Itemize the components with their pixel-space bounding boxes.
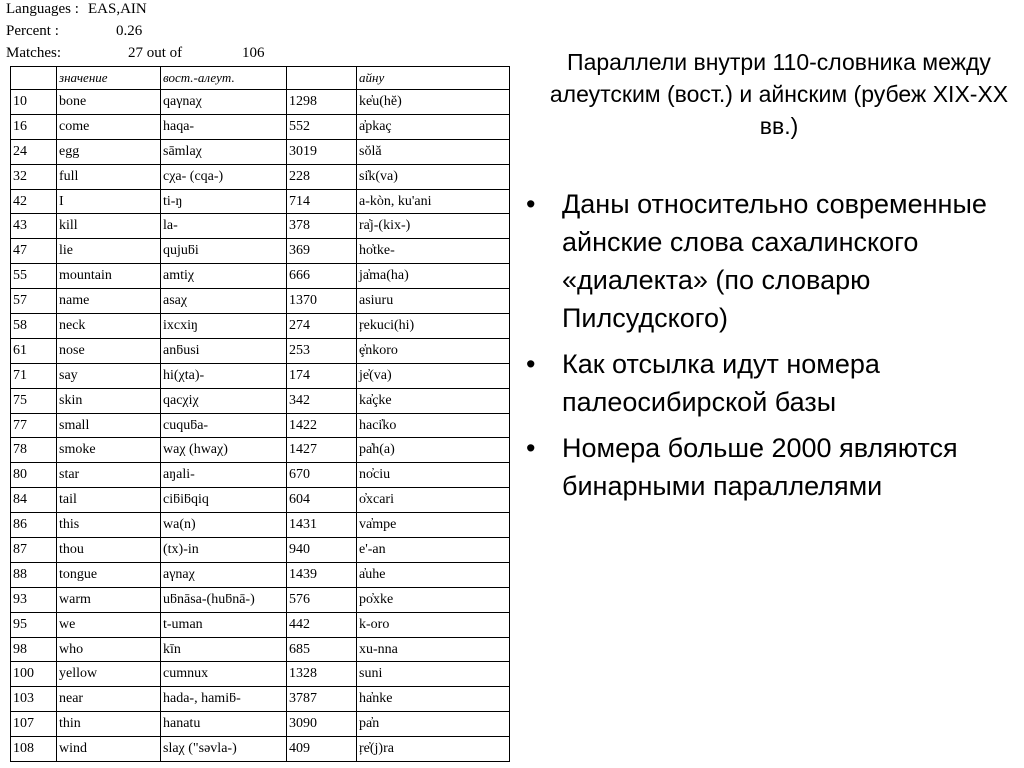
row-number-cell: 75	[11, 388, 57, 413]
bullet-item	[524, 429, 1014, 505]
table-row	[11, 712, 510, 737]
meaning-cell: I	[57, 189, 161, 214]
aleut-word-cell: ixcxiŋ	[161, 314, 287, 339]
table-row	[11, 463, 510, 488]
meaning-cell: tail	[57, 488, 161, 513]
ainu-word-cell: va̓mpe	[357, 513, 510, 538]
ainu-word-cell: xu-nna	[357, 637, 510, 662]
meaning-cell: lie	[57, 239, 161, 264]
base-number-cell: 3787	[287, 687, 357, 712]
bullet-text: Как отсылка идут номера палеосибирской базы	[562, 349, 880, 417]
meaning-cell: say	[57, 363, 161, 388]
ainu-word-cell: ra̓j-(kix-)	[357, 214, 510, 239]
base-number-cell: 378	[287, 214, 357, 239]
bullet-item	[524, 185, 1014, 337]
aleut-word-cell: haqa-	[161, 114, 287, 139]
row-number-cell: 107	[11, 712, 57, 737]
aleut-word-cell: anƃusi	[161, 338, 287, 363]
row-number-cell: 47	[11, 239, 57, 264]
table-row	[11, 164, 510, 189]
base-number-cell: 685	[287, 637, 357, 662]
aleut-word-cell: ciƃiƃqiq	[161, 488, 287, 513]
base-number-cell: 1370	[287, 289, 357, 314]
ainu-word-cell: ŗe̓(j)ra	[357, 737, 510, 762]
row-number-cell: 42	[11, 189, 57, 214]
ainu-word-cell: haci̓ko	[357, 413, 510, 438]
meaning-cell: full	[57, 164, 161, 189]
row-number-cell: 10	[11, 90, 57, 115]
aleut-word-cell: qacχiχ	[161, 388, 287, 413]
table-row	[11, 189, 510, 214]
ainu-word-cell: pa̓n	[357, 712, 510, 737]
header-cell	[11, 67, 57, 90]
aleut-word-cell: aγnaχ	[161, 562, 287, 587]
meaning-cell: wind	[57, 737, 161, 762]
meaning-cell: neck	[57, 314, 161, 339]
row-number-cell: 80	[11, 463, 57, 488]
base-number-cell: 1431	[287, 513, 357, 538]
aleut-word-cell: cumnux	[161, 662, 287, 687]
ainu-word-cell: a̓pkaç	[357, 114, 510, 139]
header-cell-east-aleut: вост.-алеут.	[161, 67, 287, 90]
row-number-cell: 16	[11, 114, 57, 139]
percent-line	[6, 22, 306, 40]
header-cell	[287, 67, 357, 90]
ainu-word-cell: si̓k(va)	[357, 164, 510, 189]
table-row	[11, 737, 510, 762]
meaning-cell: small	[57, 413, 161, 438]
bullet-text: Даны относительно современные айнские слова сахалинского «диалекта» (по словарю Пилсудского)	[562, 189, 987, 333]
row-number-cell: 93	[11, 587, 57, 612]
percent-label: Percent :	[6, 23, 59, 39]
meaning-cell: yellow	[57, 662, 161, 687]
row-number-cell: 43	[11, 214, 57, 239]
aleut-word-cell: uƃnāsa-(huƃnā-)	[161, 587, 287, 612]
ainu-word-cell: asiuru	[357, 289, 510, 314]
base-number-cell: 253	[287, 338, 357, 363]
table-header-row	[11, 67, 510, 90]
ainu-word-cell: pa̓h(a)	[357, 438, 510, 463]
aleut-word-cell: waχ (hwaχ)	[161, 438, 287, 463]
row-number-cell: 87	[11, 538, 57, 563]
row-number-cell: 100	[11, 662, 57, 687]
aleut-word-cell: hanatu	[161, 712, 287, 737]
aleut-word-cell: (tx)-in	[161, 538, 287, 563]
base-number-cell: 1422	[287, 413, 357, 438]
matches-label: Matches:	[6, 45, 61, 61]
aleut-word-cell: la-	[161, 214, 287, 239]
table-row	[11, 687, 510, 712]
ainu-word-cell: po̓xke	[357, 587, 510, 612]
matches-total: 106	[242, 45, 265, 61]
bullet-dot: •	[526, 433, 536, 463]
ainu-word-cell: ha̓nke	[357, 687, 510, 712]
meaning-cell: near	[57, 687, 161, 712]
row-number-cell: 77	[11, 413, 57, 438]
base-number-cell: 1439	[287, 562, 357, 587]
meaning-cell: nose	[57, 338, 161, 363]
ainu-word-cell: ŗekuci(hi)	[357, 314, 510, 339]
meaning-cell: who	[57, 637, 161, 662]
table-row	[11, 538, 510, 563]
meaning-cell: tongue	[57, 562, 161, 587]
base-number-cell: 666	[287, 264, 357, 289]
meaning-cell: star	[57, 463, 161, 488]
base-number-cell: 369	[287, 239, 357, 264]
meaning-cell: we	[57, 612, 161, 637]
table-row	[11, 139, 510, 164]
aleut-word-cell: amtiχ	[161, 264, 287, 289]
meaning-cell: come	[57, 114, 161, 139]
row-number-cell: 57	[11, 289, 57, 314]
table-row	[11, 662, 510, 687]
aleut-word-cell: sāmlaχ	[161, 139, 287, 164]
row-number-cell: 108	[11, 737, 57, 762]
base-number-cell: 274	[287, 314, 357, 339]
row-number-cell: 55	[11, 264, 57, 289]
languages-value: EAS,AIN	[88, 1, 147, 17]
base-number-cell: 940	[287, 538, 357, 563]
aleut-word-cell: aŋali-	[161, 463, 287, 488]
meaning-cell: bone	[57, 90, 161, 115]
slide-title: Параллели внутри 110-словника между алеутским (вост.) и айнским (рубеж XIX-XX вв.)	[549, 49, 1009, 139]
ainu-word-cell: a̓uhe	[357, 562, 510, 587]
base-number-cell: 442	[287, 612, 357, 637]
ainu-word-cell: a-kòn, ku'ani	[357, 189, 510, 214]
meta-block	[6, 0, 306, 66]
table-row	[11, 438, 510, 463]
base-number-cell: 714	[287, 189, 357, 214]
row-number-cell: 24	[11, 139, 57, 164]
aleut-word-cell: wa(n)	[161, 513, 287, 538]
table-row	[11, 239, 510, 264]
row-number-cell: 61	[11, 338, 57, 363]
table-row	[11, 214, 510, 239]
ainu-word-cell: o̓xcari	[357, 488, 510, 513]
base-number-cell: 3019	[287, 139, 357, 164]
row-number-cell: 88	[11, 562, 57, 587]
table-row	[11, 289, 510, 314]
bullet-text: Номера больше 2000 являются бинарными параллелями	[562, 433, 958, 501]
base-number-cell: 604	[287, 488, 357, 513]
base-number-cell: 1328	[287, 662, 357, 687]
base-number-cell: 174	[287, 363, 357, 388]
base-number-cell: 1298	[287, 90, 357, 115]
row-number-cell: 78	[11, 438, 57, 463]
ainu-word-cell: suni	[357, 662, 510, 687]
bullet-item	[524, 345, 1014, 421]
base-number-cell: 409	[287, 737, 357, 762]
aleut-word-cell: qaγnaχ	[161, 90, 287, 115]
table-row	[11, 314, 510, 339]
ainu-word-cell: no̓ciu	[357, 463, 510, 488]
languages-line	[6, 0, 306, 18]
ainu-word-cell: ȩ̓nkoro	[357, 338, 510, 363]
base-number-cell: 342	[287, 388, 357, 413]
bullet-dot: •	[526, 189, 536, 219]
base-number-cell: 576	[287, 587, 357, 612]
ainu-word-cell: e'-an	[357, 538, 510, 563]
bullet-dot: •	[526, 349, 536, 379]
header-cell-ainu: айну	[357, 67, 510, 90]
ainu-word-cell: sŏlă	[357, 139, 510, 164]
aleut-word-cell: ti-ŋ	[161, 189, 287, 214]
meaning-cell: skin	[57, 388, 161, 413]
base-number-cell: 552	[287, 114, 357, 139]
meaning-cell: kill	[57, 214, 161, 239]
table-row	[11, 612, 510, 637]
matches-value: 27 out of	[128, 45, 183, 61]
ainu-word-cell: ka̓çke	[357, 388, 510, 413]
meaning-cell: egg	[57, 139, 161, 164]
word-table	[10, 66, 510, 762]
row-number-cell: 95	[11, 612, 57, 637]
aleut-word-cell: cuquƃa-	[161, 413, 287, 438]
table-row	[11, 587, 510, 612]
row-number-cell: 98	[11, 637, 57, 662]
ainu-word-cell: k-oro	[357, 612, 510, 637]
table-row	[11, 488, 510, 513]
aleut-word-cell: hada-, hamiƃ-	[161, 687, 287, 712]
aleut-word-cell: hi(χta)-	[161, 363, 287, 388]
percent-value: 0.26	[116, 23, 143, 39]
aleut-word-cell: slaχ ("səvla-)	[161, 737, 287, 762]
table-row	[11, 562, 510, 587]
aleut-word-cell: cχa- (cqa-)	[161, 164, 287, 189]
bullet-list	[524, 185, 1014, 513]
row-number-cell: 71	[11, 363, 57, 388]
languages-label: Languages :	[6, 1, 79, 17]
meaning-cell: warm	[57, 587, 161, 612]
table-row	[11, 413, 510, 438]
header-cell-meaning: значение	[57, 67, 161, 90]
meaning-cell: thou	[57, 538, 161, 563]
row-number-cell: 58	[11, 314, 57, 339]
table-row	[11, 637, 510, 662]
meaning-cell: this	[57, 513, 161, 538]
meaning-cell: mountain	[57, 264, 161, 289]
table-row	[11, 388, 510, 413]
row-number-cell: 32	[11, 164, 57, 189]
row-number-cell: 86	[11, 513, 57, 538]
row-number-cell: 103	[11, 687, 57, 712]
table-row	[11, 264, 510, 289]
ainu-word-cell: ja̓ma(ha)	[357, 264, 510, 289]
base-number-cell: 1427	[287, 438, 357, 463]
meaning-cell: thin	[57, 712, 161, 737]
table-row	[11, 513, 510, 538]
aleut-word-cell: qujuƃi	[161, 239, 287, 264]
aleut-word-cell: t-uman	[161, 612, 287, 637]
base-number-cell: 3090	[287, 712, 357, 737]
base-number-cell: 670	[287, 463, 357, 488]
table-row	[11, 338, 510, 363]
table-row	[11, 363, 510, 388]
ainu-word-cell: ho̓tke-	[357, 239, 510, 264]
table-body	[11, 90, 510, 762]
ainu-word-cell: ke̓u(hĕ)	[357, 90, 510, 115]
table-row	[11, 90, 510, 115]
table-row	[11, 114, 510, 139]
matches-line	[6, 44, 306, 62]
meaning-cell: name	[57, 289, 161, 314]
base-number-cell: 228	[287, 164, 357, 189]
meaning-cell: smoke	[57, 438, 161, 463]
row-number-cell: 84	[11, 488, 57, 513]
aleut-word-cell: asaχ	[161, 289, 287, 314]
ainu-word-cell: je̓(va)	[357, 363, 510, 388]
aleut-word-cell: kīn	[161, 637, 287, 662]
